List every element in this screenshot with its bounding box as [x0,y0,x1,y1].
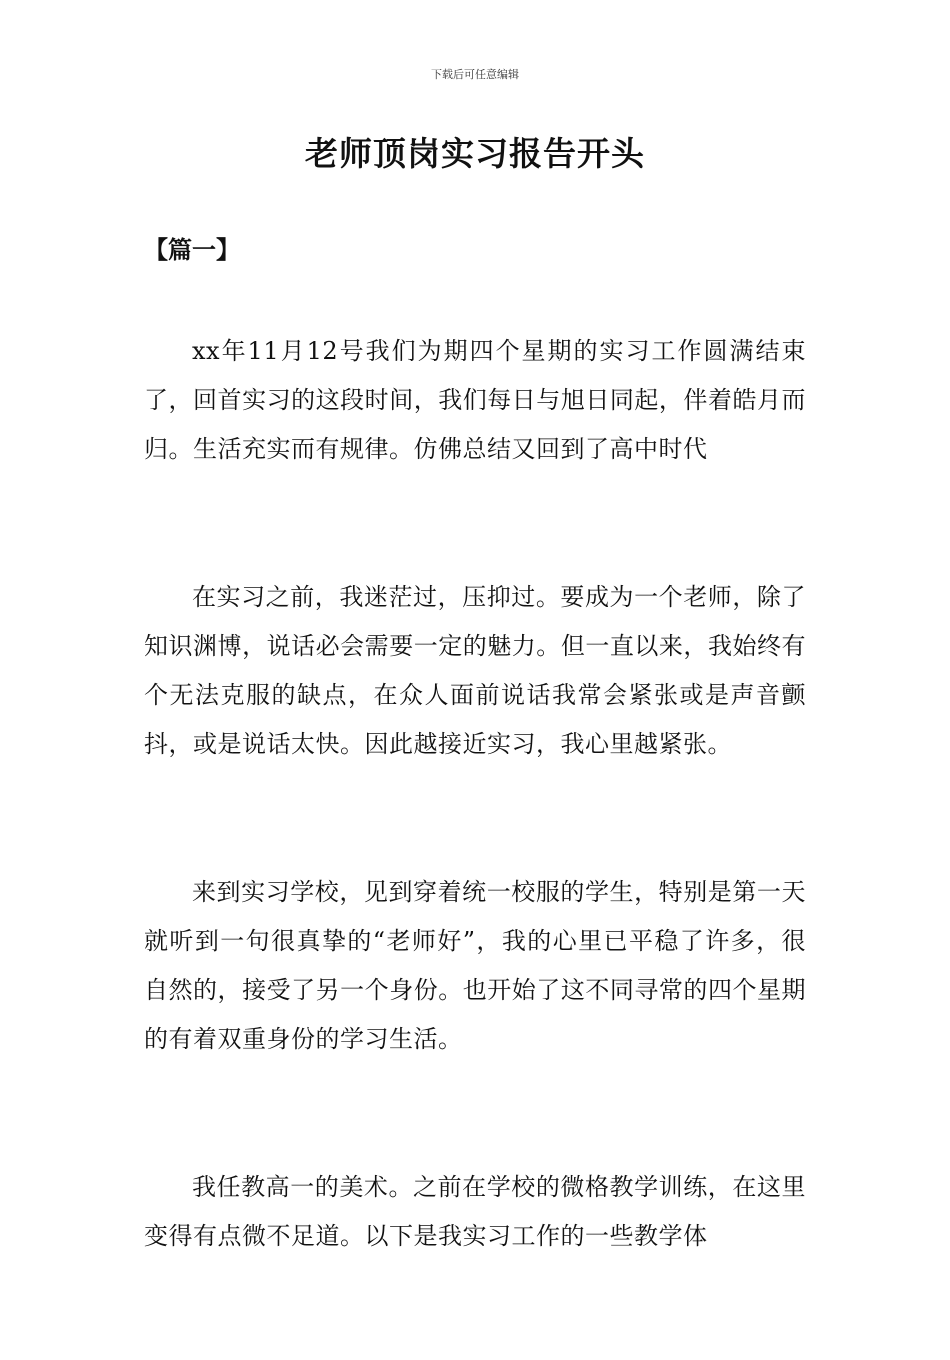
paragraph-4: 我任教高一的美术。之前在学校的微格教学训练，在这里变得有点微不足道。以下是我实习工作的一些教学体 [144,1173,806,1250]
paragraph-2: 在实习之前，我迷茫过，压抑过。要成为一个老师，除了知识渊博，说话必会需要一定的魅力。但一直以来，我始终有个无法克服的缺点，在众人面前说话我常会紧张或是声音颤抖，或是说话太快。因此越接近实习，我心里越紧张。 [144,583,806,758]
paragraph-3: 来到实习学校，见到穿着统一校服的学生，特别是第一天就听到一句很真挚的“老师好”，我的心里已平稳了许多，很自然的，接受了另一个身份。也开始了这不同寻常的四个星期的有着双重身份的学习生活。 [144,878,806,1053]
page-header-note: 下载后可任意编辑 [431,68,519,81]
section-label: 【篇一】 [144,236,240,264]
paragraph-1: xx年11月12号我们为期四个星期的实习工作圆满结束了，回首实习的这段时间，我们每日与旭日同起，伴着皓月而归。生活充实而有规律。仿佛总结又回到了高中时代 [144,337,806,463]
document-body [144,327,806,1360]
document-title: 老师顶岗实习报告开头 [305,134,645,173]
